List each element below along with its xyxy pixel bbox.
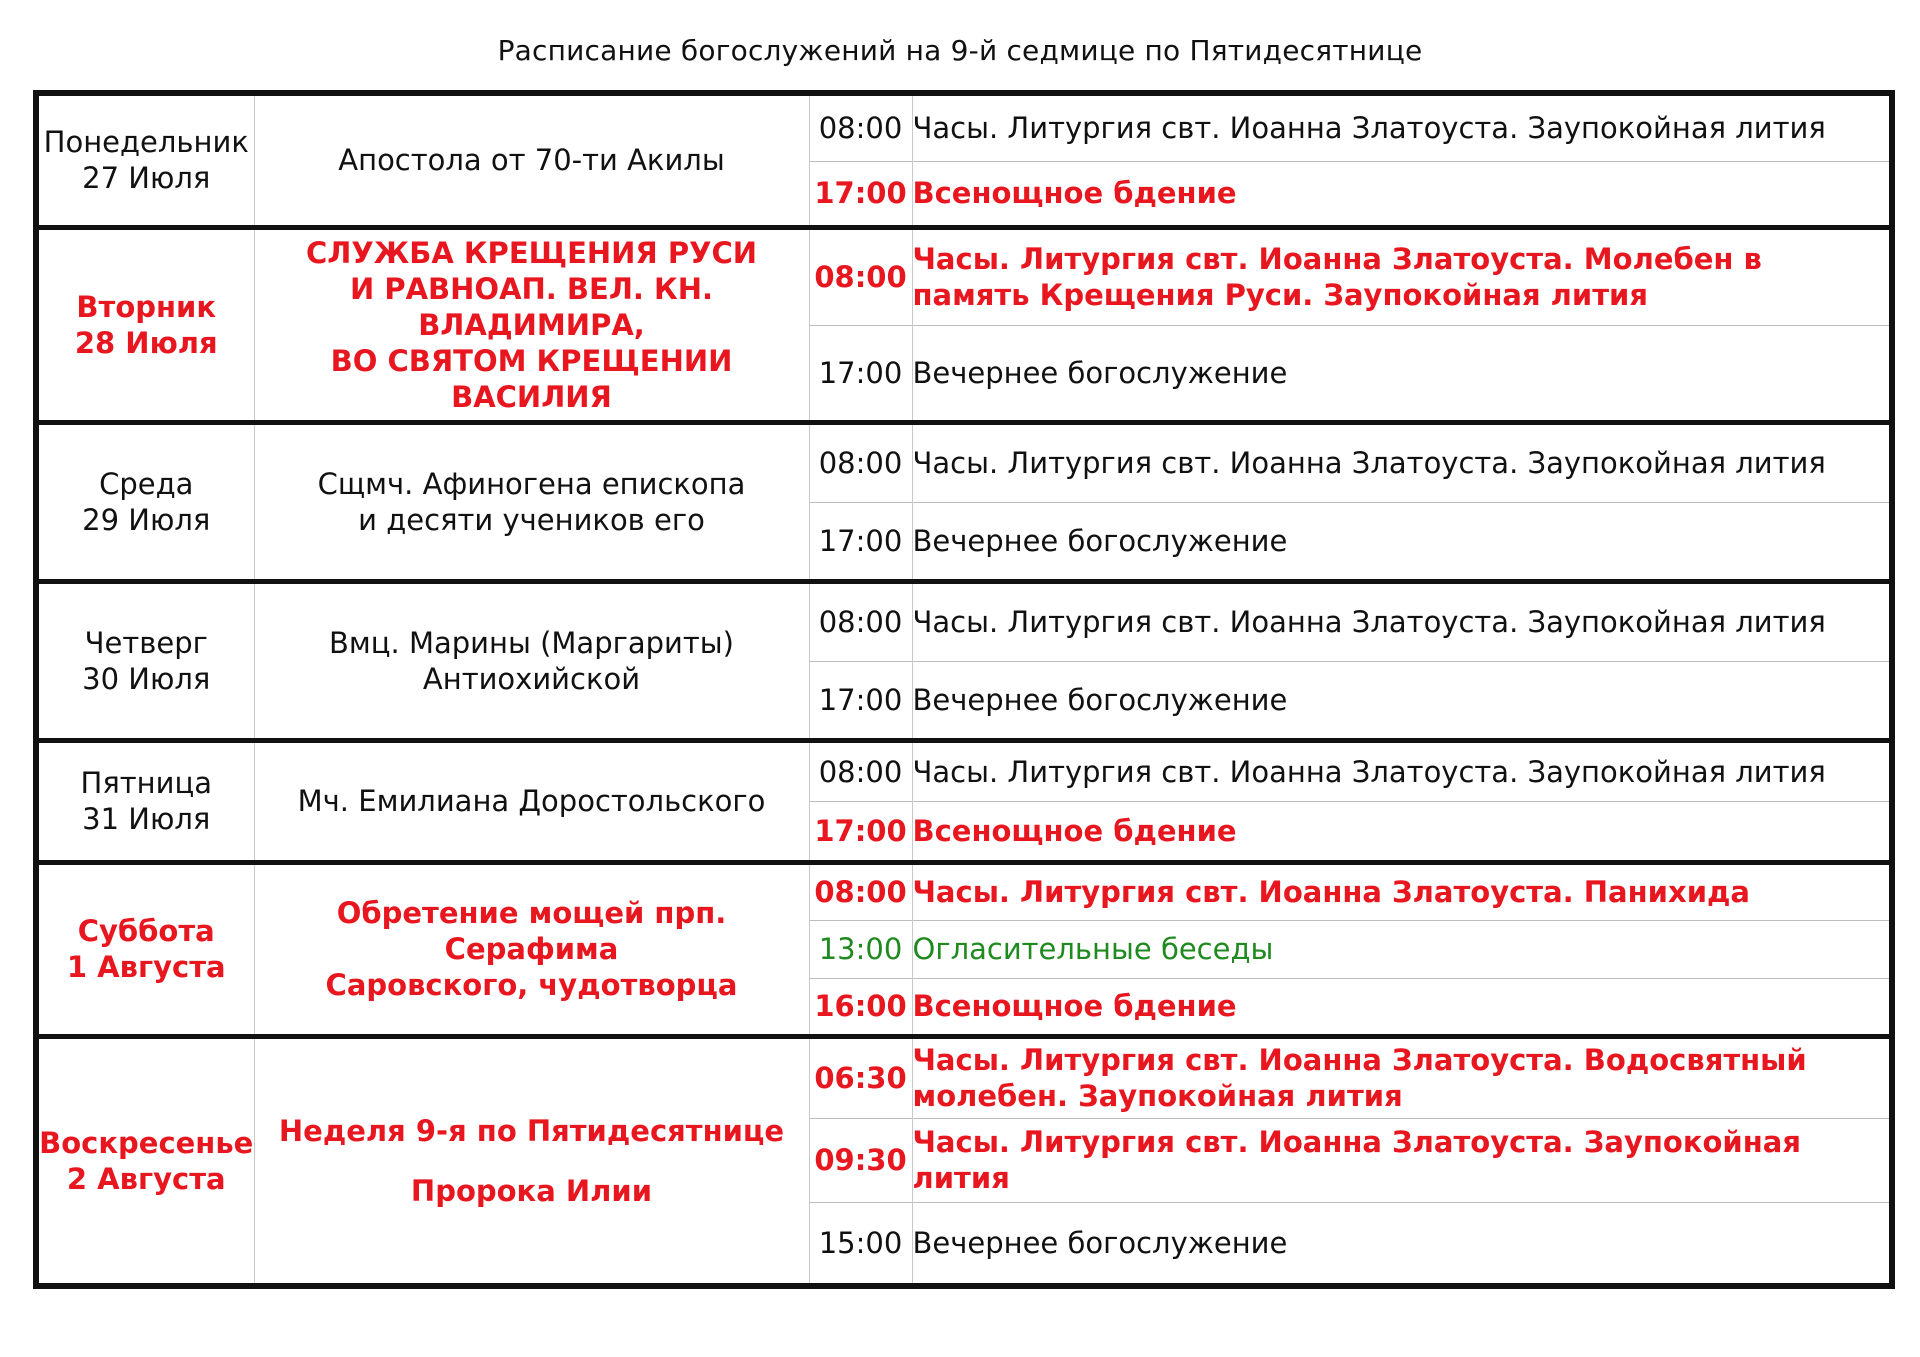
date: 1 Августа <box>66 950 226 984</box>
day-cell <box>36 740 254 862</box>
schedule-table <box>33 90 1895 1289</box>
feast-line: Саровского, чудотворца <box>325 968 738 1002</box>
service-time: 17:00 <box>809 161 912 227</box>
service-time: 09:30 <box>809 1118 912 1202</box>
date: 30 Июля <box>82 661 211 696</box>
service-text: Вечернее богослужение <box>912 661 1892 740</box>
service-time: 08:00 <box>809 227 912 325</box>
service-text: Часы. Литургия свт. Иоанна Златоуста. Заупокойная лития <box>912 422 1892 502</box>
date: 2 Августа <box>66 1161 226 1196</box>
feast-cell <box>254 740 809 862</box>
service-time: 17:00 <box>809 325 912 422</box>
service-text: Часы. Литургия свт. Иоанна Златоуста. Панихида <box>912 862 1892 920</box>
service-time: 16:00 <box>809 978 912 1036</box>
feast-line: Антиохийской <box>422 661 641 696</box>
feast-cell <box>254 1036 809 1286</box>
feast-cell <box>254 422 809 581</box>
service-time: 13:00 <box>809 920 912 978</box>
table-row <box>36 422 1892 502</box>
service-text: Всенощное бдение <box>912 161 1892 227</box>
day-cell <box>36 1036 254 1286</box>
feast-line: Пророка Илии <box>410 1173 653 1208</box>
weekday: Четверг <box>84 625 208 660</box>
feast-line: Вмц. Марины (Маргариты) <box>329 625 734 660</box>
feast-line: ВО СВЯТОМ КРЕЩЕНИИ ВАСИЛИЯ <box>330 343 733 414</box>
date: 31 Июля <box>82 802 211 836</box>
feast-line: Сщмч. Афиногена епископа <box>317 466 746 501</box>
feast-line: Мч. Емилиана Доростольского <box>297 784 766 818</box>
feast-line: и десяти учеников его <box>358 502 705 537</box>
day-cell <box>36 93 254 227</box>
service-text: Часы. Литургия свт. Иоанна Златоуста. Заупокойная лития <box>912 581 1892 661</box>
table-row <box>36 862 1892 920</box>
service-text: Часы. Литургия свт. Иоанна Златоуста. Водосвятный молебен. Заупокойная лития <box>912 1036 1892 1118</box>
date: 29 Июля <box>82 502 211 537</box>
service-time: 06:30 <box>809 1036 912 1118</box>
service-time: 08:00 <box>809 862 912 920</box>
feast-cell <box>254 862 809 1036</box>
weekday: Воскресенье <box>39 1125 254 1160</box>
service-text: Вечернее богослужение <box>912 502 1892 581</box>
table-row <box>36 93 1892 161</box>
date: 28 Июля <box>74 325 218 360</box>
weekday: Суббота <box>77 914 215 948</box>
service-text: Часы. Литургия свт. Иоанна Златоуста. Заупокойная лития <box>912 740 1892 801</box>
feast-cell <box>254 93 809 227</box>
service-text: Всенощное бдение <box>912 978 1892 1036</box>
table-row <box>36 581 1892 661</box>
service-text: Часы. Литургия свт. Иоанна Златоуста. Заупокойная лития <box>912 111 1826 146</box>
day-cell <box>36 422 254 581</box>
feast-line: СЛУЖБА КРЕЩЕНИЯ РУСИ <box>305 235 758 270</box>
page-title: Расписание богослужений на 9-й седмице по Пятидесятнице <box>497 34 1423 67</box>
weekday: Пятница <box>80 766 212 800</box>
service-text: Огласительные беседы <box>912 920 1892 978</box>
day-cell <box>36 227 254 422</box>
service-text: Часы. Литургия свт. Иоанна Златоуста. Заупокойная лития <box>912 1118 1892 1202</box>
service-text: Вечернее богослужение <box>912 325 1892 422</box>
table-row <box>36 740 1892 801</box>
feast-line: Апостола от 70-ти Акилы <box>338 143 725 178</box>
feast-line: И РАВНОАП. ВЕЛ. КН. ВЛАДИМИРА, <box>349 271 714 342</box>
service-time: 08:00 <box>809 422 912 502</box>
day-cell <box>36 581 254 740</box>
service-time: 17:00 <box>809 661 912 740</box>
weekday: Среда <box>99 466 194 501</box>
service-time: 17:00 <box>809 801 912 862</box>
service-time: 08:00 <box>809 740 912 801</box>
table-row <box>36 1036 1892 1118</box>
service-text: Всенощное бдение <box>912 801 1892 862</box>
weekday: Вторник <box>76 289 217 324</box>
date: 27 Июля <box>82 161 211 196</box>
service-text: Вечернее богослужение <box>912 1202 1892 1286</box>
feast-line: Обретение мощей прп. Серафима <box>336 896 727 966</box>
feast-cell <box>254 581 809 740</box>
day-cell <box>36 862 254 1036</box>
table-row <box>36 227 1892 325</box>
feast-line: Неделя 9-я по Пятидесятнице <box>278 1113 785 1148</box>
service-time: 08:00 <box>809 93 912 161</box>
weekday: Понедельник <box>43 125 249 160</box>
service-time: 15:00 <box>809 1202 912 1286</box>
service-text: Часы. Литургия свт. Иоанна Златоуста. Молебен в память Крещения Руси. Заупокойная лития <box>912 227 1892 325</box>
service-time: 17:00 <box>809 502 912 581</box>
service-time: 08:00 <box>809 581 912 661</box>
feast-cell <box>254 227 809 422</box>
